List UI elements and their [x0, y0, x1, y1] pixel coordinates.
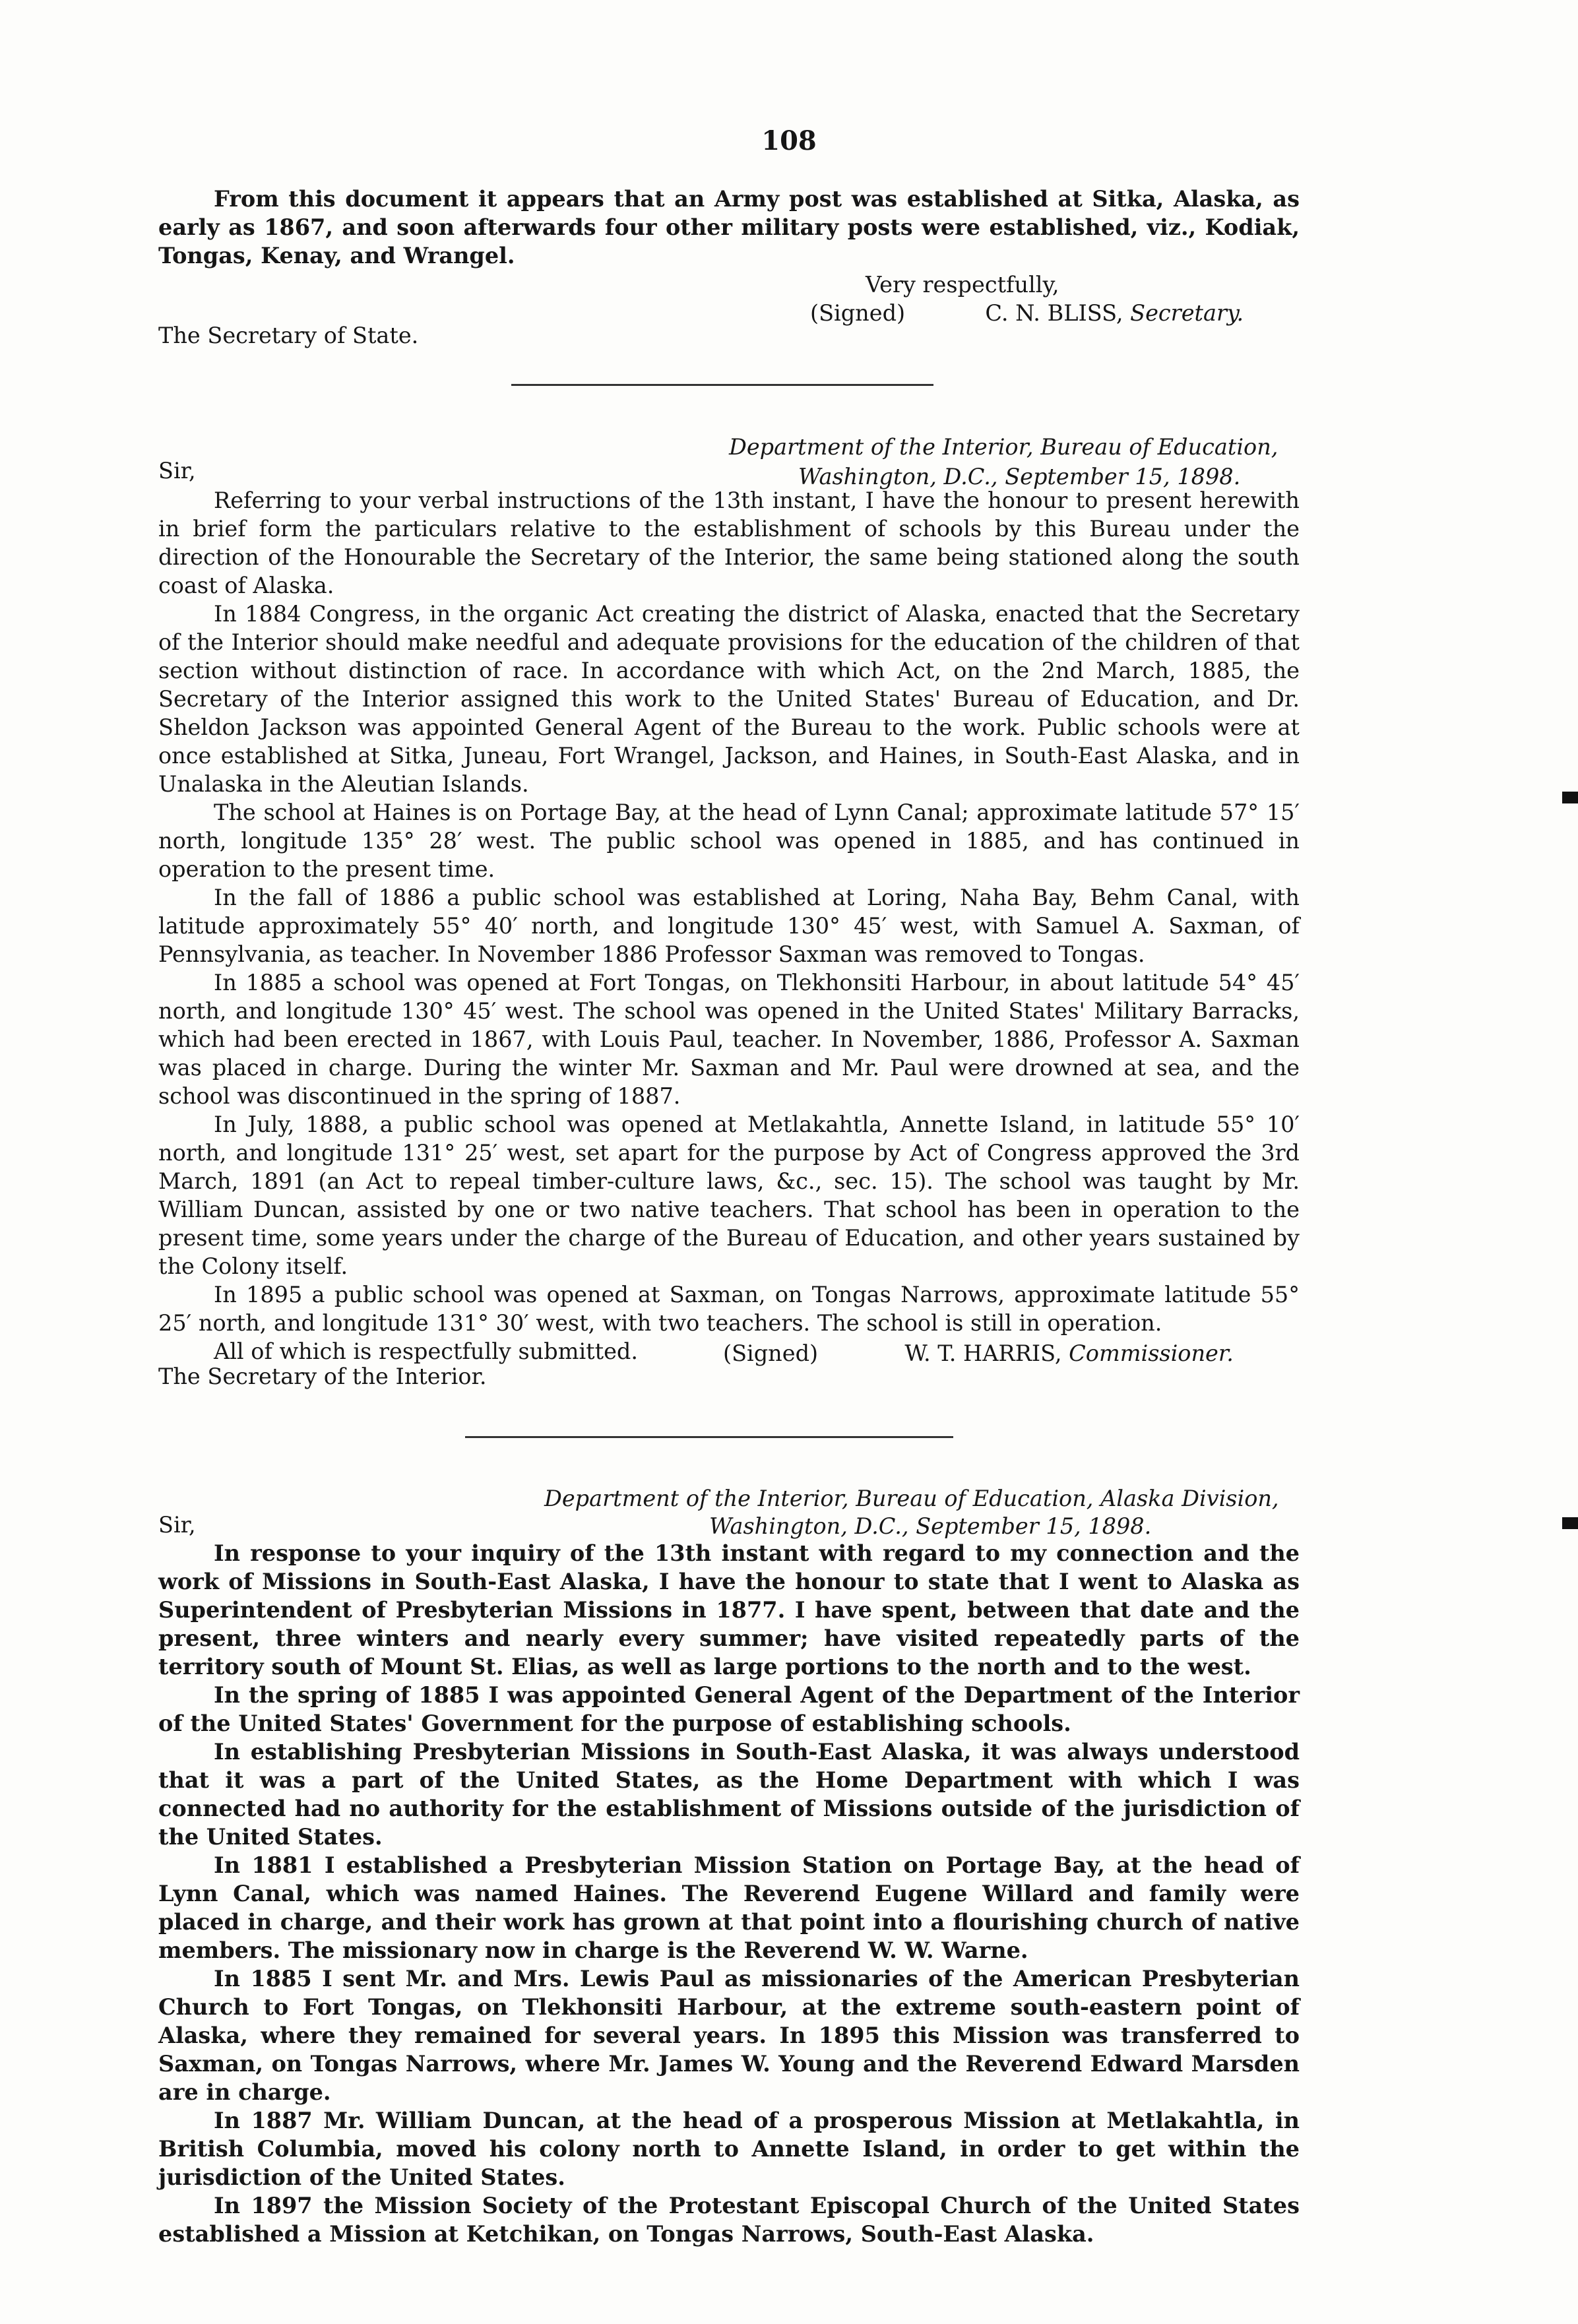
letter1-body [158, 185, 1300, 270]
paragraph: In 1895 a public school was opened at Saxman, on Tongas Narrows, approximate latitude 55° 25′ north, and longitude 131° 30′ west, with two teachers. The school is still in operation. [158, 1282, 1300, 1336]
letter1-addressee: The Secretary of State. [158, 323, 419, 348]
signer-title: Secretary. [1130, 300, 1244, 326]
paragraph: In 1887 Mr. William Duncan, at the head of a prosperous Mission at Metlakahtla, in British Columbia, moved his colony north to Annette Island, in order to get within the jurisdiction of the United States. [158, 2108, 1300, 2190]
paragraph: In 1881 I established a Presbyterian Mission Station on Portage Bay, at the head of Lynn Canal, which was named Haines. The Reverend Eugene Willard and family were placed in charge, and their work has grown at that point into a flourishing church of native members. The missionary now in charge is the Reverend W. W. Warne. [158, 1852, 1300, 1963]
letter1-complimentary-close: Very respectfully, [866, 272, 1059, 298]
letter2-addressee: The Secretary of the Interior. [158, 1364, 487, 1389]
letter2-signature-line [723, 1339, 1234, 1367]
signer-name: C. N. BLISS, [985, 300, 1123, 326]
letter2-body [158, 486, 1300, 1366]
letter2-header-line1: Department of the Interior, Bureau of Education, [729, 434, 1278, 460]
signed-marker: (Signed) [810, 300, 906, 326]
letter3-header-line1: Department of the Interior, Bureau of Education, Alaska Division, [544, 1486, 1279, 1511]
paragraph: In 1885 I sent Mr. and Mrs. Lewis Paul as missionaries of the American Presbyterian Church to Fort Tongas, on Tlekhonsiti Harbour, at the extreme south-eastern point of Alaska, where they remained for several years. In 1895 this Mission was transferred to Saxman, on Tongas Narrows, where Mr. James W. Young and the Reverend Edward Marsden are in charge. [158, 1966, 1300, 2105]
paragraph: In 1884 Congress, in the organic Act creating the district of Alaska, enacted that the Secretary of the Interior should make needful and adequate provisions for the education of the children of that section without distinction of race. In accordance with which Act, on the 2nd March, 1885, the Secretary of the Interior assigned this work to the United States' Bureau of Education, and Dr. Sheldon Jackson was appointed General Agent of the Bureau to the work. Public schools were at once established at Sitka, Juneau, Fort Wrangel, Jackson, and Haines, in South-East Alaska, and in Unalaska in the Aleutian Islands. [158, 601, 1300, 797]
letter1-closing-paragraph: From this document it appears that an Army post was established at Sitka, Alaska, as early as 1867, and soon afterwards four other military posts were established, viz., Kodiak, Tongas, Kenay, and Wrangel. [158, 186, 1300, 268]
scan-edge-mark [1562, 792, 1578, 803]
paragraph: Referring to your verbal instructions of the 13th instant, I have the honour to present herewith in brief form the particulars relative to the establishment of schools by this Bureau under the direction of the Honourable the Secretary of the Interior, the same being stationed along the south coast of Alaska. [158, 487, 1300, 598]
letter2-header-line2: Washington, D.C., September 15, 1898. [798, 464, 1241, 489]
paragraph: All of which is respectfully submitted. [214, 1338, 639, 1364]
section-divider [465, 1436, 953, 1438]
section-divider [511, 384, 933, 386]
paragraph: In July, 1888, a public school was opened at Metlakahtla, Annette Island, in latitude 55° 10′ north, and longitude 131° 25′ west, set apart for the purpose by Act of Congress approved the 3rd March, 1891 (an Act to repeal timber-culture laws, &c., sec. 15). The school was taught by Mr. William Duncan, assisted by one or two native teachers. That school has been in operation to the present time, some years under the charge of the Bureau of Education, and other years sustained by the Colony itself. [158, 1112, 1300, 1279]
letter1-signature-line [810, 299, 1244, 327]
letter2-salutation: Sir, [158, 458, 196, 484]
letter3-salutation: Sir, [158, 1512, 196, 1538]
page-number: 108 [761, 125, 817, 156]
paragraph: The school at Haines is on Portage Bay, at the head of Lynn Canal; approximate latitude 57° 15′ north, longitude 135° 28′ west. The public school was opened in 1885, and has continued in operation to the present time. [158, 800, 1300, 882]
letter3-body [158, 1539, 1300, 2248]
signed-marker: (Signed) [723, 1340, 819, 1366]
letter3-header-line2: Washington, D.C., September 15, 1898. [709, 1513, 1152, 1539]
paragraph: In response to your inquiry of the 13th instant with regard to my connection and the work of Missions in South-East Alaska, I have the honour to state that I went to Alaska as Superintendent of Presbyterian Missions in 1877. I have spent, between that date and the present, three winters and nearly every summer; have visited repeatedly parts of the territory south of Mount St. Elias, as well as large portions to the north and to the west. [158, 1540, 1300, 1680]
scan-edge-mark [1562, 1517, 1578, 1529]
paragraph: In the spring of 1885 I was appointed General Agent of the Department of the Interior of the United States' Government for the purpose of establishing schools. [158, 1682, 1300, 1736]
signer-name: W. T. HARRIS, [904, 1340, 1062, 1366]
paragraph: In 1885 a school was opened at Fort Tongas, on Tlekhonsiti Harbour, in about latitude 54° 45′ north, and longitude 130° 45′ west. The school was opened in the United States' Military Barracks, which had been erected in 1867, with Louis Paul, teacher. In November, 1886, Professor A. Saxman was placed in charge. During the winter Mr. Saxman and Mr. Paul were drowned at sea, and the school was discontinued in the spring of 1887. [158, 970, 1300, 1109]
signer-title: Commissioner. [1069, 1340, 1234, 1366]
paragraph: In establishing Presbyterian Missions in South-East Alaska, it was always understood that it was a part of the United States, as the Home Department with which I was connected had no authority for the establishment of Missions outside of the jurisdiction of the United States. [158, 1739, 1300, 1850]
paragraph: In the fall of 1886 a public school was established at Loring, Naha Bay, Behm Canal, with latitude approximately 55° 40′ north, and longitude 130° 45′ west, with Samuel A. Saxman, of Pennsylvania, as teacher. In November 1886 Professor Saxman was removed to Tongas. [158, 885, 1300, 967]
paragraph: In 1897 the Mission Society of the Protestant Episcopal Church of the United States established a Mission at Ketchikan, on Tongas Narrows, South-East Alaska. [158, 2193, 1300, 2247]
